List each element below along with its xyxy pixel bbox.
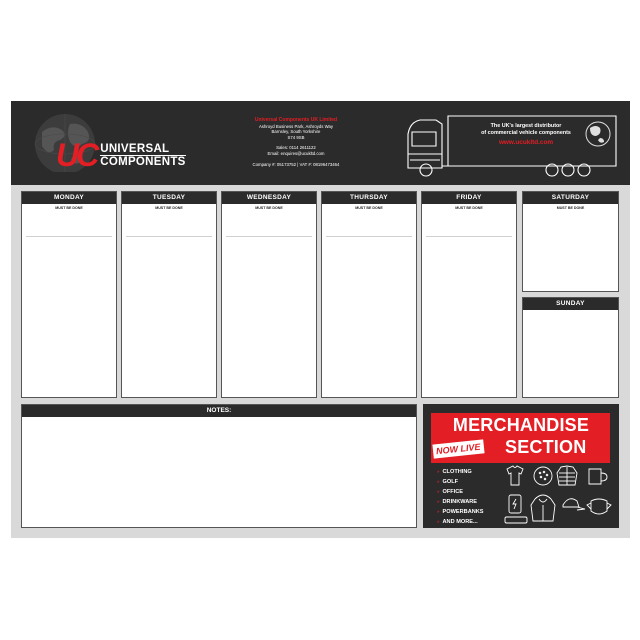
- day-header: SATURDAY: [523, 192, 618, 204]
- truck-icon: [402, 110, 622, 182]
- divider-line: [426, 236, 512, 237]
- must-be-done-label: MUST BE DONE: [55, 206, 83, 210]
- divider-line: [126, 236, 212, 237]
- contact-email: Email: enquires@ucukltd.com: [267, 150, 325, 156]
- day-header: TUESDAY: [122, 192, 216, 204]
- list-item: » OFFICE: [437, 489, 464, 495]
- must-be-done-label: MUST BE DONE: [255, 206, 283, 210]
- must-be-done-label: MUST BE DONE: [556, 206, 585, 210]
- company-logo: [56, 137, 186, 173]
- now-live-badge: NOW LIVE: [432, 439, 484, 458]
- tshirt-icon: [507, 466, 523, 485]
- sunday-column[interactable]: [522, 297, 619, 398]
- jacket-icon: [557, 466, 577, 485]
- divider-line: [226, 236, 312, 237]
- day-header: MONDAY: [22, 192, 116, 204]
- company-name: Universal Components UK Limited: [254, 117, 338, 123]
- face-mask-icon: [587, 499, 611, 514]
- logo-line-1: UNIVERSAL: [100, 142, 170, 155]
- list-item: » CLOTHING: [437, 469, 472, 475]
- logo-mark: UC: [56, 137, 97, 173]
- pen-icon: [505, 517, 527, 523]
- powerbank-icon: [509, 495, 521, 513]
- logo-wordmark: [100, 143, 185, 168]
- tuesday-column[interactable]: [121, 191, 217, 398]
- day-header: FRIDAY: [422, 192, 516, 204]
- mug-icon: [589, 469, 607, 484]
- saturday-column[interactable]: [522, 191, 619, 292]
- tagline-line-2: of commercial vehicle components: [481, 130, 571, 136]
- registration-numbers: Company #: 05173752 | VAT #: 08196473464: [252, 161, 340, 167]
- friday-column[interactable]: [421, 191, 517, 398]
- divider-line: [326, 236, 412, 237]
- thursday-column[interactable]: [321, 191, 417, 398]
- notes-header: NOTES:: [22, 405, 416, 417]
- list-item: » GOLF: [437, 479, 459, 485]
- must-be-done-label: MUST BE DONE: [355, 206, 383, 210]
- sales-phone: Sales: 0114 2611122: [276, 145, 316, 151]
- day-header: THURSDAY: [322, 192, 416, 204]
- merchandise-title: MERCHANDISE: [452, 415, 590, 435]
- list-item: » AND MORE...: [437, 519, 478, 525]
- hoodie-icon: [531, 495, 555, 521]
- divider-line: [26, 236, 112, 237]
- golf-ball-icon: [534, 467, 552, 485]
- notes-section[interactable]: [21, 404, 417, 528]
- list-item: » DRINKWARE: [437, 499, 478, 505]
- logo-line-2: COMPONENTS: [100, 155, 186, 168]
- list-item: » POWERBANKS: [437, 509, 484, 515]
- address-line-1: Ashroyd Business Park, Ashroyds Way: [258, 123, 334, 129]
- merchandise-list: [437, 467, 484, 527]
- section-title: SECTION: [505, 437, 587, 457]
- merchandise-icons: [503, 465, 615, 525]
- monday-column[interactable]: [21, 191, 117, 398]
- address-line-2: Barnsley, South Yorkshire: [271, 129, 321, 135]
- must-be-done-label: MUST BE DONE: [155, 206, 183, 210]
- day-header: SUNDAY: [523, 298, 618, 310]
- address-line-3: S74 9SB: [287, 134, 305, 140]
- website-url: www.ucukltd.com: [498, 139, 554, 146]
- company-address-block: [236, 118, 356, 167]
- cap-icon: [563, 499, 585, 510]
- tagline-block: [466, 123, 586, 146]
- must-be-done-label: MUST BE DONE: [455, 206, 483, 210]
- tagline-line-1: The UK's largest distributor: [490, 123, 562, 129]
- wednesday-column[interactable]: [221, 191, 317, 398]
- day-header: WEDNESDAY: [222, 192, 316, 204]
